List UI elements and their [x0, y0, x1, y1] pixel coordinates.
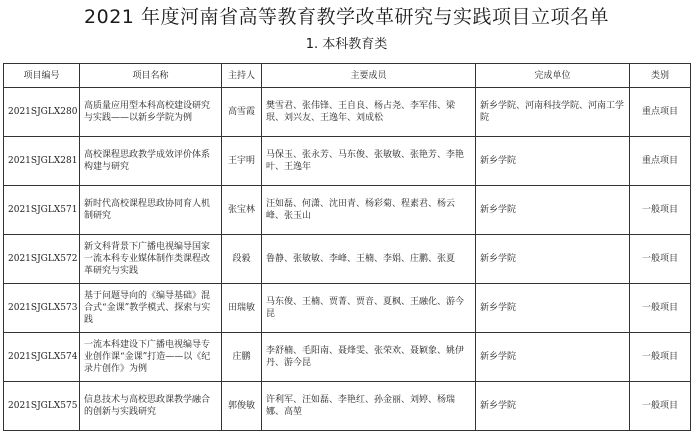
- project-code: 2021SJGLX574: [4, 333, 80, 382]
- project-code: 2021SJGLX572: [4, 235, 80, 284]
- project-code: 2021SJGLX571: [4, 186, 80, 235]
- document-title: 2021 年度河南省高等教育教学改革研究与实践项目立项名单: [84, 6, 609, 28]
- project-code: 2021SJGLX280: [4, 88, 80, 137]
- project-members: 马保玉、张永芳、马东俊、张敏敏、张艳芳、李艳叶、王逸年: [262, 137, 476, 186]
- project-category: 重点项目: [630, 137, 691, 186]
- project-code: 2021SJGLX281: [4, 137, 80, 186]
- project-code: 2021SJGLX573: [4, 284, 80, 333]
- project-unit: 新乡学院: [476, 333, 630, 382]
- project-host: 郭俊敏: [222, 382, 262, 431]
- project-category: 一般项目: [630, 186, 691, 235]
- project-host: 高雪霞: [222, 88, 262, 137]
- project-category: 一般项目: [630, 333, 691, 382]
- project-unit: 新乡学院: [476, 284, 630, 333]
- project-name: 一流本科建设下广播电视编导专业创作课“金课”打造——以《纪录片创作》为例: [80, 333, 222, 382]
- project-category: 一般项目: [630, 284, 691, 333]
- header-unit: 完成单位: [476, 64, 630, 88]
- table-row: [4, 137, 691, 186]
- project-members: 许利军、汪如磊、李艳红、孙金丽、刘婷、杨瑞娜、高堃: [262, 382, 476, 431]
- project-host: 张宝林: [222, 186, 262, 235]
- project-name: 新文科背景下广播电视编导国家一流本科专业媒体制作类课程改革研究与实践: [80, 235, 222, 284]
- project-host: 王宇明: [222, 137, 262, 186]
- project-members: 汪如磊、何潇、沈田青、杨彩菊、程素君、杨云峰、张玉山: [262, 186, 476, 235]
- header-host: 主持人: [222, 64, 262, 88]
- project-host: 段毅: [222, 235, 262, 284]
- project-category: 一般项目: [630, 235, 691, 284]
- project-name: 高校课程思政教学成效评价体系构建与研究: [80, 137, 222, 186]
- header-code: 项目编号: [4, 64, 80, 88]
- project-name: 高质量应用型本科高校建设研究与实践——以新乡学院为例: [80, 88, 222, 137]
- project-members: 马东俊、王楠、贾菁、贾音、夏枫、王融化、游今昆: [262, 284, 476, 333]
- project-unit: 新乡学院: [476, 382, 630, 431]
- project-category: 重点项目: [630, 88, 691, 137]
- table-row: [4, 284, 691, 333]
- project-members: 鲁静、张敏敏、李峰、王楠、李娟、庄鹏、张夏: [262, 235, 476, 284]
- project-members: 樊雪君、张伟锋、王自良、杨占尧、李军伟、梁珉、刘兴友、王逸年、刘成松: [262, 88, 476, 137]
- table-row: [4, 186, 691, 235]
- project-name: 信息技术与高校思政课教学融合的创新与实践研究: [80, 382, 222, 431]
- project-unit: 新乡学院: [476, 137, 630, 186]
- header-category: 类别: [630, 64, 691, 88]
- header-name: 项目名称: [80, 64, 222, 88]
- project-code: 2021SJGLX575: [4, 382, 80, 431]
- project-unit: 新乡学院、河南科技学院、河南工学院: [476, 88, 630, 137]
- table-row: [4, 88, 691, 137]
- project-name: 新时代高校课程思政协同育人机制研究: [80, 186, 222, 235]
- table-header-row: [4, 64, 691, 88]
- table-row: [4, 382, 691, 431]
- project-name: 基于问题导向的《编导基础》混合式“金课”教学模式、探索与实践: [80, 284, 222, 333]
- project-unit: 新乡学院: [476, 186, 630, 235]
- project-members: 李舒楠、毛阳南、聂烽雯、张荣欢、聂颖象、姚伊丹、游今昆: [262, 333, 476, 382]
- project-host: 田瑞敏: [222, 284, 262, 333]
- project-unit: 新乡学院: [476, 235, 630, 284]
- project-table: [3, 63, 691, 431]
- project-category: 一般项目: [630, 382, 691, 431]
- section-subtitle: 1. 本科教育类: [305, 37, 388, 52]
- table-row: [4, 333, 691, 382]
- header-members: 主要成员: [262, 64, 476, 88]
- project-host: 庄鹏: [222, 333, 262, 382]
- table-row: [4, 235, 691, 284]
